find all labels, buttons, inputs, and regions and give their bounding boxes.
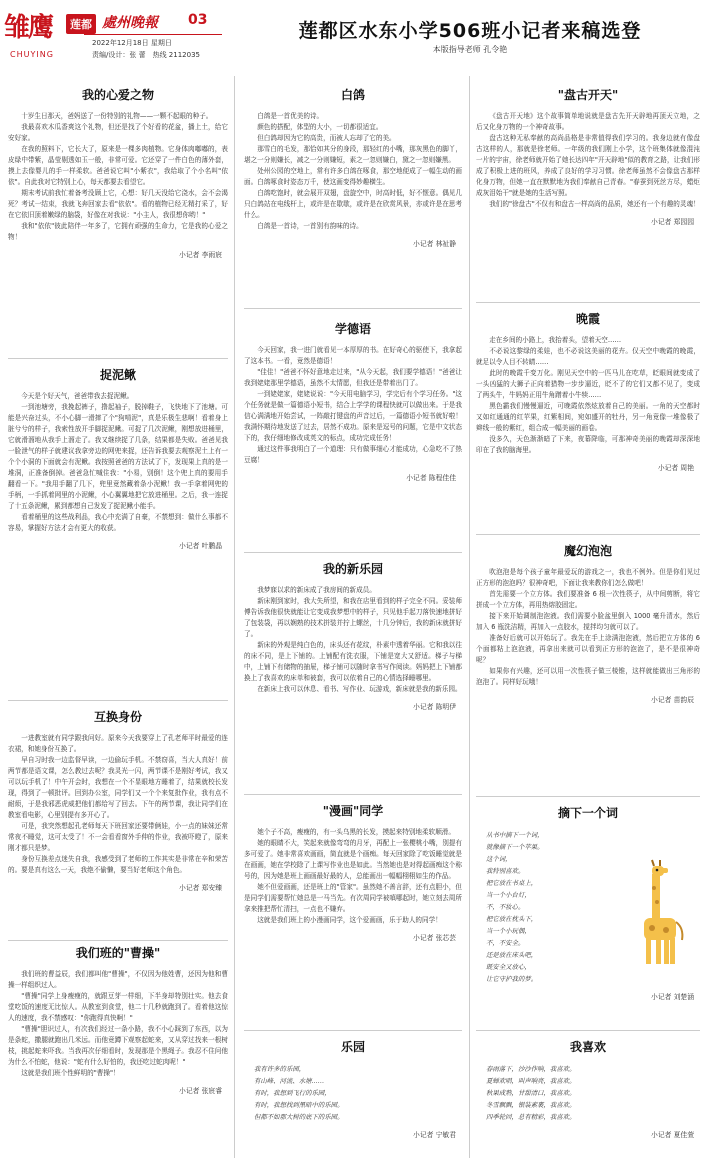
- article-divider: [8, 940, 228, 941]
- article-body: [8, 733, 228, 876]
- article-title: 互换身份: [93, 710, 142, 724]
- author-byline: 小记者 夏佳萱: [651, 1131, 694, 1139]
- editor-line: 责编/设计：张 蕾 热线 2112035: [92, 51, 200, 59]
- author-byline: 小记者 宁敏君: [413, 1131, 456, 1139]
- article: [476, 804, 700, 1032]
- poem-line: 还是放在床头吧，: [486, 951, 538, 959]
- paragraph: 白鸽吃饱时，就会展开双翅，盘旋空中，时高时低，好不惬意。偶见几只白鸽站在电线杆上，或许是在歇歇，或许是在欣赏风景，亦或许是在思考什么。: [244, 189, 462, 219]
- article-divider: [476, 796, 700, 797]
- poem-line: 从书中摘下一个词，: [486, 831, 544, 839]
- article: [476, 310, 700, 524]
- article-divider: [244, 552, 462, 553]
- paragraph: 我们班的曹益辰，我们都叫他"曹操"，不仅因为他姓曹，还因为他和曹操一样组织过人。: [8, 970, 228, 989]
- paragraph: 一进教室就有同学跟我问好。原来今天我要穿上了孔老师平时最爱的连衣裙，和她身份互换了。: [8, 734, 228, 753]
- paragraph: 颜色的搭配，体型的大小，一切都很适宜。: [257, 123, 383, 131]
- paragraph: 不必说这黎绿的柔娃，也不必说这美丽的花卉。仅天空中晚霞的晚霞，就足以令人目不转睛……: [476, 347, 700, 366]
- article-title: "盘古开天": [557, 88, 619, 102]
- author-byline: 小记者 林祉静: [413, 240, 456, 248]
- article-body: [476, 335, 700, 456]
- logo-text: 雏鹰: [4, 13, 53, 43]
- article-body: [244, 827, 462, 926]
- author-byline: 小记者 张宸睿: [179, 1087, 222, 1095]
- logo-pinyin: CHUYING: [10, 50, 54, 59]
- article-body: [8, 111, 228, 243]
- paragraph: 但白鸽却因为它的高贵，而被人忘却了它的美。: [257, 134, 396, 142]
- author-byline: 小记者 郑安臻: [179, 884, 222, 892]
- article-divider: [244, 1030, 462, 1031]
- paragraph: 我最喜欢木瓜香爽这个礼物，但还是找了个好看的花盆，播上土，给它安好家。: [8, 123, 228, 142]
- paragraph: 吹泡泡是每个孩子童年最爱玩的游戏之一，我也不例外。但是你们见过正方形的泡泡吗？很神奇吧，下面让我来教你们怎么做吧！: [476, 568, 700, 587]
- paragraph: 没多久，天色渐渐暗了下来，夜幕降临，可那神奇美丽的晚霞却深深地印在了我的脑海里。: [476, 435, 700, 454]
- poem-line: 我特别喜欢。: [486, 867, 525, 875]
- article: [244, 560, 462, 786]
- author-byline: 小记者 苗韵辰: [651, 696, 694, 704]
- poem-line: 当一个小台灯，: [486, 891, 531, 899]
- poem-line: 但都不如那大树的底下的乐园。: [254, 1113, 344, 1121]
- poem-line: 冬雪飘飘，银装素裹，我喜欢。: [486, 1101, 576, 1109]
- poem-line: 就像摘下一个苹果。: [486, 843, 544, 851]
- header-rule: [84, 34, 222, 35]
- article: [8, 86, 228, 356]
- author-byline: 小记者 周艳: [657, 464, 694, 472]
- poem-line: 有山峰、河流、水塘……: [254, 1077, 325, 1085]
- article: [244, 86, 462, 298]
- giraffe-illustration: [630, 858, 690, 968]
- paragraph: 我们的"徐盘古"不仅有和盘古一样高尚的品质，她还有一个有趣的灵魂！: [489, 200, 700, 208]
- poem-line: 四季轮回，总有精彩，我喜欢。: [486, 1113, 576, 1121]
- article-title: 我的心爱之物: [81, 88, 154, 102]
- poem-line: 秋果成熟，甘甜清口，我喜欢。: [486, 1089, 576, 1097]
- article: [244, 1038, 462, 1158]
- masthead: [0, 0, 708, 68]
- article: [476, 1038, 700, 1158]
- district-badge: 莲都: [66, 14, 96, 34]
- paragraph: 今天回家，我一进门就看见一本厚厚的书。在好奇心的驱使下，我拿起了这本书。一看，竟然是德语！: [244, 346, 462, 365]
- article-body: [244, 111, 462, 232]
- article-divider: [476, 1030, 700, 1031]
- article-title: 学德语: [334, 322, 371, 336]
- paragraph: 此时的晚霞千变万化。刚见天空中的一匹马儿在吃草，眨眼间就变成了一头凶猛的大狮子正向着猎物一步步逼近，眨不了的它们又都不见了，变成了两头牛，牛妈妈正用牛角蹭着小牛犊……: [476, 369, 700, 399]
- poem-line: 我有许多的乐园，: [254, 1065, 306, 1073]
- paragraph: "佳佳！"爸爸不怀好意地走过来，"从今天起，我们要学德语！"爸爸让我到姥姥那里学德语，虽然不太情愿，但我还是带着出门了。: [244, 368, 462, 387]
- paragraph: 接下来开始调制泡泡液。我们需要小脸盆里倒入 1000 毫升清水，然后加入 6 瓶洗洁精，再加入一点胶水，搅拌均匀就可以了。: [476, 612, 700, 631]
- article-title: "漫画"同学: [322, 804, 384, 818]
- article-title: 乐园: [340, 1040, 365, 1054]
- paragraph: 盘古这种无私奉献的高尚品格是非常值得我们学习的。我身边就有像盘古这样的人，那就是徐老师。一年级的我们刚上小学，这个班集体就像混沌一片的宇宙，徐老师就开始了她长达四年"开天辟地"似的教育之路，让我们形成了积极上进的班风，养成了良好的学习习惯。徐老师虽然不会像盘古那样化身万物，但她一直在默默地为我们奉献自己青春。"春蚕到死丝方尽，蜡炬成灰泪始干"就是她的生活写照。: [476, 134, 700, 197]
- article: [476, 86, 700, 302]
- paragraph: 白鸽是一首优美的诗。: [257, 112, 324, 120]
- paragraph: 新床刚到家时，我大失所望，和我在店里看到的样子完全不同。妥装师傅告诉我他很快就能让它变成我梦想中的样子，只见他手起刀落快速地拼好了包装袋，再以娴熟的技术拼装并拧上螺丝，十几分钟后，我的新床就拼好了。: [244, 597, 462, 638]
- poem-line: 把它放在书桌上，: [486, 879, 538, 887]
- article-title: 我喜欢: [569, 1040, 606, 1054]
- paper-name: 處州晚報: [102, 15, 158, 31]
- paragraph: 一到姥姥家，姥姥说说："今天用电脑学习，学完后有个学习任务。"这个任务就是做一篇德语小短书，结合上学学的课程快就可以做出来。于是我信心满满地开始尝试，一阵敲打键盘的声音过后，一篇德语小短书就好啦！我满怀期待地发送了过去，居然不成功。原来是逗号的问题，它是中文状态下的，我仔细地修改成英文的标点，成功完成任务！: [244, 390, 462, 442]
- paragraph: 一到池塘旁，我挽起裤子，撸起袖子，脱掉鞋子，飞快地下了池塘。可能是兴奋过头，不小心脚一滑摔了个"狗啃泥"，真是乐极生悲啊！看着身上脏兮兮的样子，我索性放开手脚捉泥鳅。可捉了几次泥鳅，刚想放进桶里，它就滑溜地从我手上溜走了。我又继续捉了几条，结果都是失败。爸爸见我一脸泄气的样子就建议我拿旁边的网兜来捉，还告诉我要去观察泥土上有一个个小洞的下面就会有泥鳅。我按照爸爸的方法试了下，发现果上真的是一堆洞，正准备倒掉。爸爸急忙喊住我："小易，别倒！这个兜上真的要用手翻看一下。"我用手翻了几下，兜里竟然藏着条小泥鳅！我一手拿着网兜的手柄，一手抓着网里的小泥鳅，小心翼翼地把它放进桶里。之后，我一连捉了十五条泥鳅，累到都想自己发发了捉泥鳅小能手。: [8, 403, 228, 510]
- article-divider: [244, 794, 462, 795]
- poem-line: 有时，我想到飞行的乐园，: [254, 1089, 331, 1097]
- paragraph: "曹操"胆识过人，有次我们经过一条小路，我不小心踩到了东西，以为是条蛇，撒腿就跑出几米远。而他竟蹲下观察起蛇来，又从穿过找来一根树枝，挑起蛇来吓我。当我再次仔细看时，发现那是个黑绳子。我忍不住问他为什么不怕蛇，他说："蛇有什么好怕的，我还吃过蛇肉呢！": [8, 1025, 228, 1066]
- paragraph: 可是，我突然想起孔老师每天下班回家还要带俩娃，小一点的妹妹还常常夜不睡觉，这可太受了！不一会看看窗外手伸的作业，我被吓瞪了，原来刚才都只是梦。: [8, 822, 228, 852]
- paragraph: 在新床上我可以休息、看书、写作业、玩游戏，新床就是我的新乐园。: [257, 685, 462, 693]
- paragraph: 白鸽是一首诗，一首别有韵味的诗。: [257, 222, 363, 230]
- poem-body: [244, 1063, 462, 1123]
- page-number: 03: [188, 12, 208, 28]
- author-byline: 小记者 李雨宸: [179, 251, 222, 259]
- paragraph: 通过这件事我明白了一个道理：只有做事细心才能成功，心急吃不了热豆腐！: [244, 445, 462, 464]
- column-divider: [234, 76, 235, 1158]
- poem-line: 让它守护我的梦。: [486, 975, 538, 983]
- paragraph: 处州公园的空地上，常有许多白鸽在啄食，那空地便成了一幅生动的画面。白鸽啄食时姿态万千，使这画变得妙趣横生。: [244, 167, 462, 186]
- article-divider: [476, 302, 700, 303]
- article-title: 我的新乐园: [322, 562, 383, 576]
- article-body: [476, 111, 700, 210]
- paragraph: 那雪白的毛发，那恰如其分的身段，那轻红的小嘴，那灰黑色的脚丫，堪之一分则嫌长，减之一分则嫌短，素之一忽则嫌白，黛之一忽则嫌黑。: [244, 145, 462, 164]
- poem-body: [476, 1063, 700, 1123]
- paragraph: 十岁生日那天，爸妈送了一份特别的礼物——一颗不起眼的种子。: [21, 112, 213, 120]
- article-title: 白鸽: [340, 88, 365, 102]
- article-body: [8, 969, 228, 1079]
- article-body: [476, 567, 700, 688]
- paragraph: "曹操"同学上身瘦瘦的，就跟豆芽一样细，下半身却特别壮实。他去食堂吃饭的速度无比惊人。从教室到食堂，他二十几秒就跑到了。看着他这惊人的速度，我不禁感叹："你跑得真快啊！": [8, 992, 228, 1022]
- paragraph: 早自习时我一边监督早读，一边偷玩手机。不禁窃喜，当大人真好！前两节都是语文课，怎么教过去呢？我灵光一闪，两节课不是刚好考试，我又可以玩手机了！中午开会时，我想在一个不显眼地方睡着了，结果就校长发现，得到了一顿批评。回到办公室，同学们又一个个来复批作业，我有点不耐烦，于是我邪恶虎威把他们都给写了回去。下午的两节课，我让同学们在教室看电影，心里别提有多开心了。: [8, 756, 228, 819]
- paragraph: 新床的外观是纯白色的，床头还有花纹，朴素中透着华丽。它和我以往的床不同，是上下铺的。上铺配有洗衣服，下铺是宽大又舒适。梯子与梯中，上铺下有储物的抽屉，梯子铺可以随时拿书写作阅读。妈妈把上下铺都换上了我喜欢的床单和被套，我可以依着自己的心情选择睡哪里。: [244, 641, 462, 682]
- poem-line: 当一个小玩偶，: [486, 927, 531, 935]
- author-byline: 小记者 陈程佳佳: [406, 474, 456, 482]
- poem-line: 既安全又放心，: [486, 963, 531, 971]
- author-byline: 小记者 陈明伊: [413, 703, 456, 711]
- paragraph: 首先需要一个立方体。我们要准备 6 根一次性筷子，从中间剪断，将它拼成一个立方体，再用热熔胶固定。: [476, 590, 700, 609]
- article: [476, 542, 700, 788]
- paragraph: 期末考试前我忙着备考没顾上它，心想：好几天没给它浇水，会不会渴死？考试一结束，我就飞奔回家去看"依依"。看的植物已经无精打采了，好在它依旧顶着嫩绿的脑袋，好像在对我说："小主人，我很想你哟！": [8, 189, 228, 219]
- poem-line: 夏蝉欢唱，叫声响亮，我喜欢。: [486, 1077, 576, 1085]
- article: [244, 320, 462, 542]
- paragraph: 走在乡间的小路上，我抬着头，望着天空……: [489, 336, 622, 344]
- column-divider: [469, 76, 470, 1158]
- article-body: [8, 391, 228, 534]
- article: [8, 366, 228, 698]
- page-headline: 莲都区水东小学506班小记者来稿选登: [298, 20, 642, 42]
- paragraph: 准备好后就可以开始玩了。我先在手上涂满泡泡液，然后把立方体的 6 个面都粘上泡泡液，再拿出来就可以看到正方形的泡泡了，是不是很神奇呢？: [476, 634, 700, 664]
- article-title: 晚霞: [575, 312, 600, 326]
- paragraph: 她不但爱画画，还是班上的"管家"。虽然她不善言辞，还有点胆小，但是同学们需要帮忙她总是一马当先。有次周同学被嗔哪起时，她立刻去周所拿来推把帮忙清扫，一点也不嫌弃。: [244, 883, 462, 913]
- paragraph: 黑色霸我们慢慢逼近，可晚霞依然炫放着自己的美丽。一角的天空都时又如红通通的红苹果，红紫相间，宛如盛开的牡丹，另一角竟像一堆像极了辫线一般的紫红，组合成一幅美丽的画卷。: [476, 402, 700, 432]
- paragraph: 这就是我们班个性鲜明的"曹操"！: [21, 1069, 120, 1077]
- article: [244, 802, 462, 1024]
- article-title: 魔幻泡泡: [563, 544, 612, 558]
- article-divider: [244, 308, 462, 309]
- paragraph: 我梦寐以求的新床成了我房间的新成员。: [257, 586, 376, 594]
- poem-line: 把它放在枕头下，: [486, 915, 538, 923]
- paragraph: 今天是个好天气，爸爸带我去捉泥鳅。: [21, 392, 134, 400]
- issue-date: 2022年12月18日 星期日: [92, 39, 172, 47]
- author-byline: 小记者 张芯芸: [413, 934, 456, 942]
- poem-line: 有时，我想找到黑暗中的乐园。: [254, 1101, 344, 1109]
- article-title: 摘下一个词: [557, 806, 618, 820]
- author-byline: 小记者 刘楚涵: [651, 993, 694, 1001]
- paragraph: 看着桶里的这些战利品，我心中充满了自豪，不禁想到：做什么事都不容易，掌握好方法才会有更大的收获。: [8, 513, 228, 532]
- poem-line: 不，不安全。: [486, 939, 525, 947]
- author-byline: 小记者 郑园园: [651, 218, 694, 226]
- article-body: [244, 585, 462, 695]
- article-divider: [8, 700, 228, 701]
- article-divider: [476, 534, 700, 535]
- paragraph: 《盘古开天地》这个故事简单地说就是盘古先开天辟地再顶天立地，之后又化身万物的一个神奇故事。: [476, 112, 700, 131]
- paragraph: 身份互换差点迷失自我，我感受到了老师的工作其实是非常在辛和荣苦的。要是真有这么一天，我绝不偷懒，要当好老师这个角色。: [8, 855, 228, 874]
- paragraph: 她的眼睛不大，笑起来就像弯弯的月牙，再配上一张樱桃小嘴，别提有多可爱了。她非常喜欢画画，简直就是个画痴。每天回家除了吃饭睡觉就是在画画，她在学校除了上课写作业也是如此。当然她也是对得起画痴这个称号的，因为她是班上画画最好最的人，总能画出一幅幅栩栩如生的作品。: [244, 839, 462, 880]
- paragraph: 如果你有兴趣，还可以用一次性筷子做三棱锥，这样就能做出三角形的泡泡了。同样好玩哦！: [476, 667, 700, 686]
- article-body: [244, 345, 462, 466]
- poem-line: 不，不妆心。: [486, 903, 525, 911]
- article-title: 捉泥鳅: [99, 368, 136, 382]
- author-byline: 小记者 叶鹏晶: [179, 542, 222, 550]
- paragraph: 她个子不高，瘦瘦的，有一头乌黑的长发，摸起来特别地柔软顺滑。: [257, 828, 455, 836]
- instructor-line: 本版指导老师 孔令艳: [432, 45, 508, 54]
- paragraph: 这就是我们班上的小漫画同学，这个爱画画，乐于助人的同学！: [257, 916, 442, 924]
- poem-line: 春雨落下，沙沙作响，我喜欢。: [486, 1065, 576, 1073]
- paragraph: 我和"依依"彼此陪伴一年多了，它拥有顽强的生命力，它是我的心爱之物！: [8, 222, 228, 241]
- article-title: 我们班的"曹操": [75, 946, 161, 960]
- article-divider: [8, 358, 228, 359]
- paragraph: 在我的照料下，它长大了，原来是一棵多肉植物。它身体肉嘟嘟的，表皮绿中带紫，晶莹剔透如玉一般，非常可爱。它还穿了一件白色的薄外套，摸上去像婴儿的手一样柔软。爸爸说它叫"小紫衣"，我给取了个小名叫"依依"。自此我对它特别上心，每天都要去看望它。: [8, 145, 228, 186]
- article: [8, 944, 228, 1160]
- poem-line: 这个词，: [486, 855, 512, 863]
- article: [8, 708, 228, 940]
